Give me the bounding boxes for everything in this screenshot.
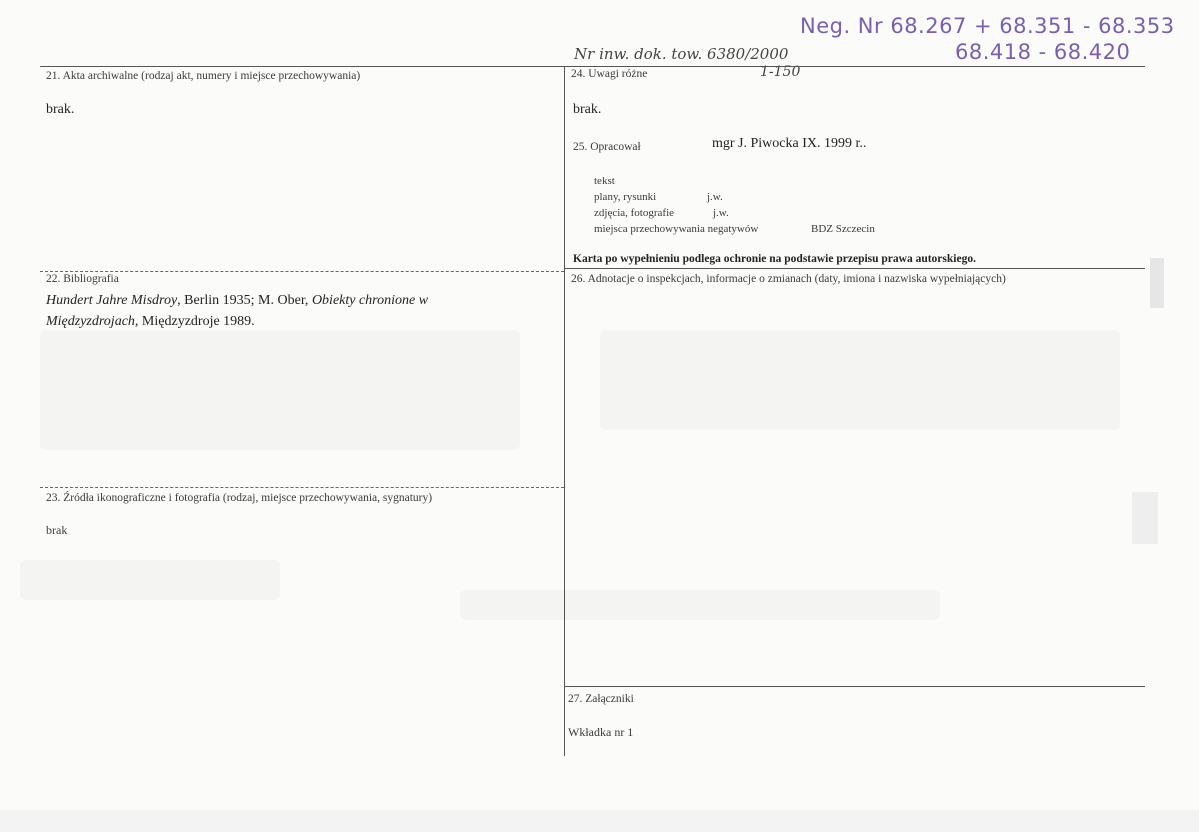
bibliography-line-1 [46,291,428,310]
section-24-value: brak. [573,102,602,117]
handwritten-negative-numbers-2: 68.418 - 68.420 [955,40,1131,64]
bib-title-1: Hundert Jahre Misdroy [46,293,178,308]
section-27-value: Wkładka nr 1 [568,725,634,739]
bib-text-2: , Międzyzdroje 1989. [134,314,255,329]
scan-mark [1132,492,1158,544]
handwritten-inventory-sub: 1-150 [760,64,801,80]
scan-mark [1150,258,1164,308]
bib-text-1: , Berlin 1935; M. Ober, [177,293,312,308]
scan-smudge [40,330,520,450]
section-21-value: brak. [46,102,75,117]
section-divider-22-23 [40,487,564,488]
section-25-row-label: plany, rysunki [594,191,657,203]
section-25-row-value: BDZ Szczecin [811,223,875,235]
bib-title-2: Obiekty chronione w [311,293,429,308]
handwritten-inventory-note: Nr inw. dok. tow. 6380/2000 [574,45,789,63]
bib-title-3: Międzyzdrojach [46,314,135,329]
section-25-row-value: j.w. [713,207,729,219]
bibliography-line-2 [46,312,255,331]
scan-edge [0,810,1199,832]
section-divider-25-26 [564,268,1145,269]
section-25-row-label: zdjęcia, fotografie [594,207,675,219]
section-divider-26-27 [564,686,1145,687]
section-divider-21-22 [40,271,564,272]
section-22-label: 22. Bibliografia [46,273,119,285]
section-23-value: brak [46,523,68,537]
section-25-label: 25. Opracował [573,141,641,153]
section-25-row-label: miejsca przechowywania negatywów [594,223,759,235]
scan-smudge [600,330,1120,430]
section-21-label: 21. Akta archiwalne (rodzaj akt, numery i miejsce przechowywania) [46,70,361,82]
section-25-row-value: j.w. [707,191,723,203]
handwritten-negative-numbers: Neg. Nr 68.267 + 68.351 - 68.353 [800,14,1175,38]
scan-smudge [20,560,280,600]
section-26-label: 26. Adnotacje o inspekcjach, informacje o zmianach (daty, imiona i nazwiska wypełniających) [571,273,1006,285]
section-23-label: 23. Źródła ikonograficzne i fotografia (rodzaj, miejsce przechowywania, sygnatury) [46,492,433,504]
top-rule [40,66,1145,67]
section-25-row-label: tekst [594,175,615,187]
copyright-notice: Karta po wypełnieniu podlega ochronie na podstawie przepisu prawa autorskiego. [573,253,976,265]
column-divider [564,66,565,756]
section-27-label: 27. Załączniki [568,693,634,705]
section-24-label: 24. Uwagi różne [571,68,648,80]
section-25-author: mgr J. Piwocka IX. 1999 r.. [712,136,867,151]
scan-smudge [460,590,940,620]
